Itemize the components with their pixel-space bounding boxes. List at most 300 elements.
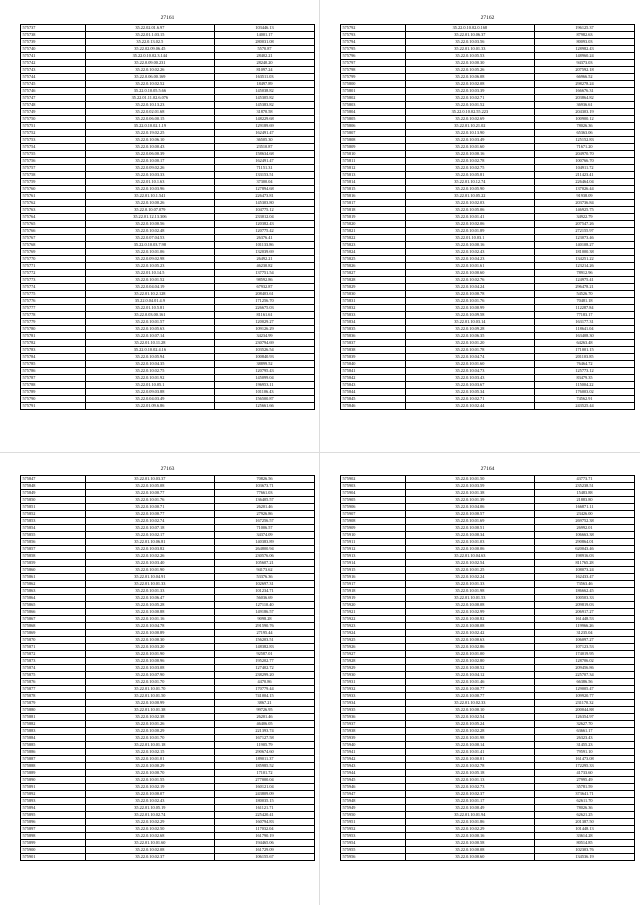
value-cell: 9098.28 <box>215 616 315 623</box>
row-id-cell: 575784 <box>21 354 86 361</box>
value-cell: 78026.36 <box>535 805 635 812</box>
row-id-cell: 575948 <box>341 798 406 805</box>
data-table <box>340 475 635 861</box>
timestamp-cell: 35.22.0.10.03.82 <box>85 546 214 553</box>
value-cell: 106663.38 <box>535 532 635 539</box>
table-row <box>341 291 635 298</box>
table-row <box>341 497 635 504</box>
data-table <box>20 475 315 861</box>
table-row <box>21 403 315 410</box>
table-row <box>341 700 635 707</box>
timestamp-cell: 35.22.01.10.01.50 <box>85 693 214 700</box>
row-id-cell: 575801 <box>341 88 406 95</box>
value-cell: 280031.08 <box>215 39 315 46</box>
table-row <box>21 81 315 88</box>
row-id-cell: 575797 <box>341 60 406 67</box>
value-cell: 107123.53 <box>535 644 635 651</box>
table-row <box>21 354 315 361</box>
row-id-cell: 575836 <box>341 333 406 340</box>
value-cell: 172295.33 <box>535 763 635 770</box>
value-cell: 46406.05 <box>215 721 315 728</box>
value-cell: 225707.34 <box>535 672 635 679</box>
timestamp-cell: 35.22.01.10.5.81 <box>85 305 214 312</box>
timestamp-cell: 35.22.0.10.04.74 <box>405 354 534 361</box>
value-cell: 198916.03 <box>535 553 635 560</box>
timestamp-cell: 35.22.0.10.04.12 <box>405 672 534 679</box>
table-row <box>341 32 635 39</box>
value-cell: 79591.10 <box>535 749 635 756</box>
table-row <box>21 144 315 151</box>
timestamp-cell: 35.22.01.10.01.70 <box>85 686 214 693</box>
row-id-cell: 575813 <box>341 172 406 179</box>
row-id-cell: 575867 <box>21 616 86 623</box>
row-id-cell: 575903 <box>341 483 406 490</box>
table-row <box>21 595 315 602</box>
value-cell: 208403.61 <box>215 291 315 298</box>
row-id-cell: 575911 <box>341 539 406 546</box>
table-row <box>21 319 315 326</box>
timestamp-cell: 35.22.0.10.04.35 <box>85 361 214 368</box>
row-id-cell: 575872 <box>21 651 86 658</box>
row-id-cell: 575935 <box>341 707 406 714</box>
row-id-cell: 575821 <box>341 228 406 235</box>
row-id-cell: 575834 <box>341 319 406 326</box>
value-cell: 103446.13 <box>215 25 315 32</box>
timestamp-cell: 35.22.0.10.01.46 <box>405 679 534 686</box>
value-cell: 194465.06 <box>215 840 315 847</box>
timestamp-cell: 35.22.0.10.02.0.168 <box>405 25 534 32</box>
timestamp-cell: 35.22.0.10.01.98 <box>405 735 534 742</box>
value-cell: 134251.22 <box>535 256 635 263</box>
value-cell: 145303.80 <box>215 200 315 207</box>
row-id-cell: 575770 <box>21 256 86 263</box>
table-row <box>21 476 315 483</box>
table-row <box>21 326 315 333</box>
table-row <box>21 532 315 539</box>
table-row <box>21 637 315 644</box>
row-id-cell: 575931 <box>341 679 406 686</box>
value-cell: 21883.80 <box>535 497 635 504</box>
row-id-cell: 575835 <box>341 326 406 333</box>
row-id-cell: 575827 <box>341 270 406 277</box>
row-id-cell: 575748 <box>21 102 86 109</box>
timestamp-cell: 35.22.0.10.02.06 <box>405 221 534 228</box>
timestamp-cell: 35.22.0.10.00.70 <box>85 770 214 777</box>
row-id-cell: 575862 <box>21 581 86 588</box>
timestamp-cell: 35.22.0.10.02.28 <box>405 728 534 735</box>
table-row <box>21 574 315 581</box>
timestamp-cell: 35.22.0.10.13.23 <box>85 102 214 109</box>
table-row <box>21 116 315 123</box>
row-id-cell: 575852 <box>21 511 86 518</box>
row-id-cell: 575953 <box>341 833 406 840</box>
timestamp-cell: 35.22.0.10.02.52 <box>85 81 214 88</box>
row-id-cell: 575787 <box>21 375 86 382</box>
table-row <box>21 263 315 270</box>
timestamp-cell: 35.22.0.09.02.98 <box>85 256 214 263</box>
timestamp-cell: 35.22.0.10.00.77 <box>85 490 214 497</box>
table-row <box>341 735 635 742</box>
row-id-cell: 575936 <box>341 714 406 721</box>
row-id-cell: 575743 <box>21 67 86 74</box>
row-id-cell: 575875 <box>21 672 86 679</box>
timestamp-cell: 35.22.02.01.6.97 <box>85 25 214 32</box>
value-cell: 123214.26 <box>535 263 635 270</box>
table-row <box>341 763 635 770</box>
row-id-cell: 575869 <box>21 630 86 637</box>
timestamp-cell: 35.22.0.10.00.30 <box>85 637 214 644</box>
value-cell: 132039.69 <box>215 249 315 256</box>
table-row <box>21 228 315 235</box>
table-row <box>21 130 315 137</box>
value-cell: 120795.43 <box>215 368 315 375</box>
value-cell: 207547.26 <box>535 221 635 228</box>
timestamp-cell: 35.22.0.10.00.51 <box>405 525 534 532</box>
table-row <box>341 186 635 193</box>
table-row <box>21 560 315 567</box>
table-row <box>21 665 315 672</box>
value-cell: 145038.82 <box>215 88 315 95</box>
timestamp-cell: 35.22.0.10.01.26 <box>85 721 214 728</box>
timestamp-cell: 35.22.0.10.02.26 <box>85 67 214 74</box>
timestamp-cell: 35.22.0.10.03.08 <box>85 665 214 672</box>
row-id-cell: 575807 <box>341 130 406 137</box>
row-id-cell: 575820 <box>341 221 406 228</box>
table-row <box>21 102 315 109</box>
timestamp-cell: 35.22.0.10.00.10 <box>405 707 534 714</box>
value-cell: 74562.91 <box>535 396 635 403</box>
value-cell: 203864.82 <box>535 95 635 102</box>
row-id-cell: 575871 <box>21 644 86 651</box>
value-cell: 230576.06 <box>215 553 315 560</box>
row-id-cell: 575883 <box>21 728 86 735</box>
table-row <box>341 53 635 60</box>
table-row <box>21 277 315 284</box>
table-title: 27162 <box>480 15 495 21</box>
value-cell: 264800.94 <box>215 546 315 553</box>
table-row <box>341 277 635 284</box>
row-id-cell: 575864 <box>21 595 86 602</box>
table-row <box>341 284 635 291</box>
timestamp-cell: 35.22.0.10.01.76 <box>405 298 534 305</box>
row-id-cell: 575809 <box>341 144 406 151</box>
timestamp-cell: 35.22.0.10.01.98 <box>405 588 534 595</box>
value-cell: 4470.86 <box>215 679 315 686</box>
table-row <box>341 532 635 539</box>
value-cell: 226464.04 <box>535 179 635 186</box>
row-id-cell: 575933 <box>341 693 406 700</box>
table-row <box>21 854 315 861</box>
value-cell: 174019.95 <box>535 651 635 658</box>
timestamp-cell: 35.22.0.10.02.71 <box>405 396 534 403</box>
row-id-cell: 575891 <box>21 784 86 791</box>
table-row <box>341 137 635 144</box>
table-row <box>341 812 635 819</box>
value-cell: 117032.04 <box>215 826 315 833</box>
value-cell: 100766.70 <box>535 158 635 165</box>
table-row <box>21 686 315 693</box>
row-id-cell: 575780 <box>21 326 86 333</box>
table-row <box>341 25 635 32</box>
timestamp-cell: 35.22.0.10.02.78 <box>405 158 534 165</box>
table-row <box>341 553 635 560</box>
row-id-cell: 575874 <box>21 665 86 672</box>
table-row <box>21 200 315 207</box>
table-row <box>341 665 635 672</box>
value-cell: 148229.68 <box>215 116 315 123</box>
table-row <box>21 497 315 504</box>
value-cell: 235238.51 <box>535 483 635 490</box>
value-cell: 71151.31 <box>215 165 315 172</box>
value-cell: 167127.58 <box>215 735 315 742</box>
table-panel-3 <box>20 465 315 861</box>
timestamp-cell: 35.22.01.10.01.53 <box>405 595 534 602</box>
timestamp-cell: 35.22.0.10.05.94 <box>85 354 214 361</box>
value-cell: 129005.47 <box>535 686 635 693</box>
table-row <box>21 368 315 375</box>
table-row <box>341 256 635 263</box>
value-cell: 26992.01 <box>535 525 635 532</box>
timestamp-cell: 35.22.0.10.03.59 <box>405 483 534 490</box>
table-row <box>21 340 315 347</box>
row-id-cell: 575800 <box>341 81 406 88</box>
timestamp-cell: 35.22.01.10.01.33 <box>405 46 534 53</box>
timestamp-cell: 35.22.01.10.11.28 <box>85 340 214 347</box>
value-cell: 134536.19 <box>535 854 635 861</box>
row-id-cell: 575861 <box>21 574 86 581</box>
table-row <box>21 714 315 721</box>
value-cell: 73563.46 <box>535 581 635 588</box>
timestamp-cell: 35.22.0.10.01.13 <box>405 777 534 784</box>
row-id-cell: 575893 <box>21 798 86 805</box>
value-cell: 23510.87 <box>215 144 315 151</box>
table-row <box>21 819 315 826</box>
row-id-cell: 575947 <box>341 791 406 798</box>
row-id-cell: 575814 <box>341 179 406 186</box>
timestamp-cell: 35.22.0.04.04.19 <box>85 284 214 291</box>
timestamp-cell: 35.22.0.10.00.08 <box>405 623 534 630</box>
table-row <box>21 672 315 679</box>
value-cell: 137751.54 <box>215 270 315 277</box>
row-id-cell: 575902 <box>341 476 406 483</box>
table-row <box>341 305 635 312</box>
timestamp-cell: 35.22.0.10.02.50 <box>85 826 214 833</box>
timestamp-cell: 35.22.0.10.01.60 <box>405 144 534 151</box>
row-id-cell: 575824 <box>341 249 406 256</box>
row-id-cell: 575793 <box>341 32 406 39</box>
row-id-cell: 575923 <box>341 623 406 630</box>
value-cell: 145305.82 <box>215 95 315 102</box>
table-row <box>21 67 315 74</box>
row-id-cell: 575945 <box>341 777 406 784</box>
table-row <box>21 616 315 623</box>
timestamp-cell: 35.22.0.10.01.86 <box>405 819 534 826</box>
timestamp-cell: 35.22.0.10.03.67 <box>405 382 534 389</box>
table-row <box>21 88 315 95</box>
table-row <box>341 382 635 389</box>
value-cell: 106155.67 <box>215 854 315 861</box>
value-cell: 373641.71 <box>535 791 635 798</box>
value-cell: 34234.99 <box>215 333 315 340</box>
value-cell: 34922.79 <box>535 214 635 221</box>
table-row <box>341 158 635 165</box>
timestamp-cell: 35.22.0.10.00.63 <box>405 637 534 644</box>
timestamp-cell: 35.22.0.10.02.71 <box>405 95 534 102</box>
row-id-cell: 575863 <box>21 588 86 595</box>
value-cell: 33614.28 <box>535 833 635 840</box>
table-row <box>21 791 315 798</box>
value-cell: 71671.20 <box>535 144 635 151</box>
table-row <box>341 560 635 567</box>
row-id-cell: 575785 <box>21 361 86 368</box>
value-cell: 46230.82 <box>215 263 315 270</box>
row-id-cell: 575805 <box>341 116 406 123</box>
timestamp-cell: 35.22.0.10.05.24 <box>405 721 534 728</box>
row-id-cell: 575849 <box>21 490 86 497</box>
value-cell: 167256.57 <box>215 518 315 525</box>
value-cell: 243525.44 <box>535 403 635 410</box>
value-cell: 81161.61 <box>215 312 315 319</box>
timestamp-cell: 35.22.0.10.09.58 <box>405 312 534 319</box>
row-id-cell: 575762 <box>21 200 86 207</box>
table-row <box>21 270 315 277</box>
value-cell: 123073.46 <box>535 235 635 242</box>
value-cell: 92587.01 <box>215 651 315 658</box>
timestamp-cell: 35.22.0.10.01.55 <box>85 777 214 784</box>
row-id-cell: 575955 <box>341 847 406 854</box>
table-row <box>341 672 635 679</box>
table-row <box>341 644 635 651</box>
value-cell: 5570.87 <box>215 46 315 53</box>
row-id-cell: 575768 <box>21 242 86 249</box>
value-cell: 195202.77 <box>215 658 315 665</box>
table-row <box>21 284 315 291</box>
timestamp-cell: 35.22.0.10.05.63 <box>85 326 214 333</box>
timestamp-cell: 35.22.0.10.01.78 <box>405 347 534 354</box>
table-row <box>341 81 635 88</box>
value-cell: 26323.43 <box>535 735 635 742</box>
value-cell: 243809.09 <box>215 791 315 798</box>
value-cell: 125773.12 <box>535 368 635 375</box>
timestamp-cell: 35.22.0.10.00.99 <box>405 305 534 312</box>
timestamp-cell: 35.22.0.10.00.34 <box>405 532 534 539</box>
row-id-cell: 575829 <box>341 284 406 291</box>
value-cell: 31870.58 <box>215 109 315 116</box>
table-row <box>21 525 315 532</box>
table-row <box>341 693 635 700</box>
timestamp-cell: 35.22.0.10.02.03 <box>405 200 534 207</box>
timestamp-cell: 35.22.0.10.01.92 <box>85 375 214 382</box>
timestamp-cell: 35.22.0.10.03.43 <box>405 375 534 382</box>
timestamp-cell: 35.22.01.10.02.74 <box>85 812 214 819</box>
value-cell: 80093.03 <box>535 39 635 46</box>
row-id-cell: 575846 <box>341 403 406 410</box>
timestamp-cell: 35.22.0.10.02.08 <box>85 847 214 854</box>
row-id-cell: 575747 <box>21 95 86 102</box>
table-row <box>21 123 315 130</box>
row-id-cell: 575737 <box>21 25 86 32</box>
row-id-cell: 575823 <box>341 242 406 249</box>
timestamp-cell: 35.22.01.10.06.37 <box>405 32 534 39</box>
timestamp-cell: 35.22.0.10.00.60 <box>405 854 534 861</box>
timestamp-cell: 35.22.0.10.00.89 <box>85 630 214 637</box>
row-id-cell: 575837 <box>341 340 406 347</box>
timestamp-cell: 35.22.01.10.04.91 <box>85 574 214 581</box>
table-row <box>341 165 635 172</box>
timestamp-cell: 35.22.0.10.01.52 <box>405 102 534 109</box>
timestamp-cell: 35.22.0.10.01.39 <box>405 497 534 504</box>
table-row <box>341 756 635 763</box>
timestamp-cell: 35.22.0.10.00.82 <box>405 616 534 623</box>
table-row <box>21 518 315 525</box>
value-cell: 27995.49 <box>535 777 635 784</box>
row-id-cell: 575765 <box>21 221 86 228</box>
value-cell: 149186.57 <box>215 609 315 616</box>
timestamp-cell: 35.22.0.10.00.49 <box>405 805 534 812</box>
value-cell: 161790.19 <box>215 833 315 840</box>
table-row <box>21 207 315 214</box>
table-row <box>21 46 315 53</box>
value-cell: 23426.00 <box>535 511 635 518</box>
table-row <box>21 179 315 186</box>
value-cell: 71006.57 <box>215 525 315 532</box>
timestamp-cell: 35.22.01.10.1.63 <box>85 179 214 186</box>
row-id-cell: 575781 <box>21 333 86 340</box>
table-title: 27163 <box>160 466 175 472</box>
timestamp-cell: 35.22.0.10.00.43 <box>85 144 214 151</box>
row-id-cell: 575786 <box>21 368 86 375</box>
table-row <box>341 805 635 812</box>
table-row <box>21 60 315 67</box>
row-id-cell: 575789 <box>21 389 86 396</box>
value-cell: 65363.06 <box>535 130 635 137</box>
timestamp-cell: 35.22.01.12.13.306 <box>85 214 214 221</box>
value-cell: 31235.04 <box>535 630 635 637</box>
timestamp-cell: 35.22.0.10.05.23 <box>85 263 214 270</box>
row-id-cell: 575810 <box>341 151 406 158</box>
table-row <box>21 798 315 805</box>
table-row <box>341 109 635 116</box>
timestamp-cell: 35.22.01.10.2.128 <box>85 291 214 298</box>
timestamp-cell: 35.22.0.10.01.01 <box>85 756 214 763</box>
row-id-cell: 575840 <box>341 361 406 368</box>
value-cell: 38899.52 <box>215 361 315 368</box>
value-cell: 160121.04 <box>215 784 315 791</box>
timestamp-cell: 35.22.0.10.00.71 <box>85 504 214 511</box>
table-row <box>21 186 315 193</box>
row-id-cell: 575895 <box>21 812 86 819</box>
table-row <box>341 721 635 728</box>
value-cell: 225420.41 <box>215 812 315 819</box>
timestamp-cell: 35.22.0.10.00.30 <box>405 60 534 67</box>
row-id-cell: 575853 <box>21 518 86 525</box>
value-cell: 32627.70 <box>535 721 635 728</box>
timestamp-cell: 35.22.0.10.00.77 <box>405 686 534 693</box>
timestamp-cell: 35.22.0.09.03.88 <box>85 389 214 396</box>
table-row <box>341 742 635 749</box>
row-id-cell: 575774 <box>21 284 86 291</box>
table-row <box>341 60 635 67</box>
value-cell: 104911.72 <box>535 165 635 172</box>
table-row <box>21 609 315 616</box>
timestamp-cell: 35.22.0.10.02.86 <box>405 644 534 651</box>
timestamp-cell: 35.22.0.10.01.50 <box>405 476 534 483</box>
table-row <box>21 193 315 200</box>
row-id-cell: 575744 <box>21 74 86 81</box>
table-row <box>21 623 315 630</box>
row-id-cell: 575879 <box>21 700 86 707</box>
row-id-cell: 575876 <box>21 679 86 686</box>
